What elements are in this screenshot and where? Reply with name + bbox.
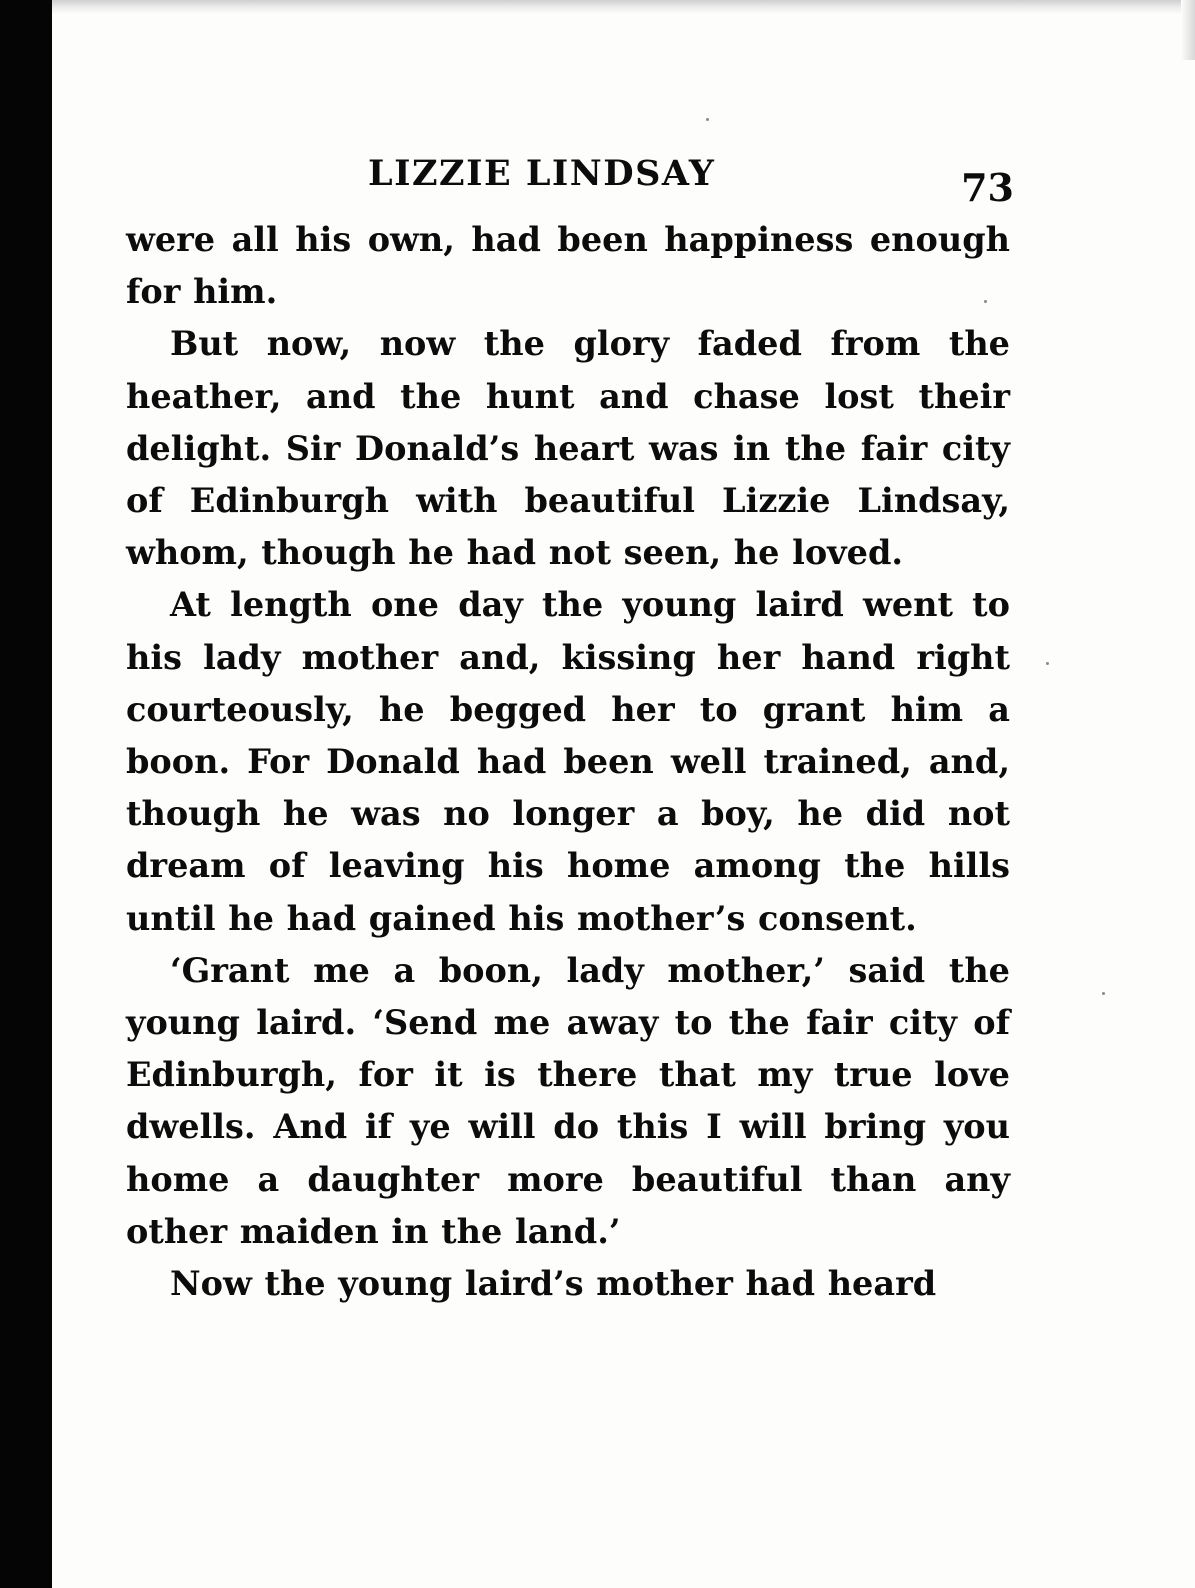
scan-speck	[1046, 662, 1049, 665]
scan-speck	[706, 118, 709, 121]
body-text	[126, 214, 1010, 1310]
book-page	[126, 150, 1014, 1310]
paragraph: Now the young laird’s mother had heard	[170, 1264, 937, 1304]
scan-speck	[1102, 992, 1105, 995]
paragraph: At length one day the young laird went to his lady mother and, kissing her hand right courteously, he begged her to grant him a boon. For Donald had been well trained, and, though he was no longer a boy, he did not dream of leaving his home among the hills until he had gained his mother’s consent.	[126, 585, 1010, 938]
chapter-title: LIZZIE LINDSAY	[368, 153, 716, 194]
page-number: 73	[961, 165, 1014, 210]
paragraph: But now, now the glory faded from the heather, and the hunt and chase lost their delight. Sir Donald’s heart was in the fair city of Edinburgh with beautiful Lizzie Lindsay, whom, though he had not seen, he loved.	[126, 324, 1010, 573]
scan-binding-shadow	[0, 0, 52, 1588]
scan-corner-edge	[1181, 0, 1195, 60]
paragraph: ‘Grant me a boon, lady mother,’ said the young laird. ‘Send me away to the fair city of Edinburgh, for it is there that my true love dwells. And if ye will do this I will bring you home a daughter more beautiful than any other maiden in the land.’	[126, 950, 1010, 1251]
paragraph: were all his own, had been happiness enough for him.	[126, 220, 1010, 312]
running-head	[126, 150, 1014, 214]
scan-top-edge	[52, 0, 1195, 14]
